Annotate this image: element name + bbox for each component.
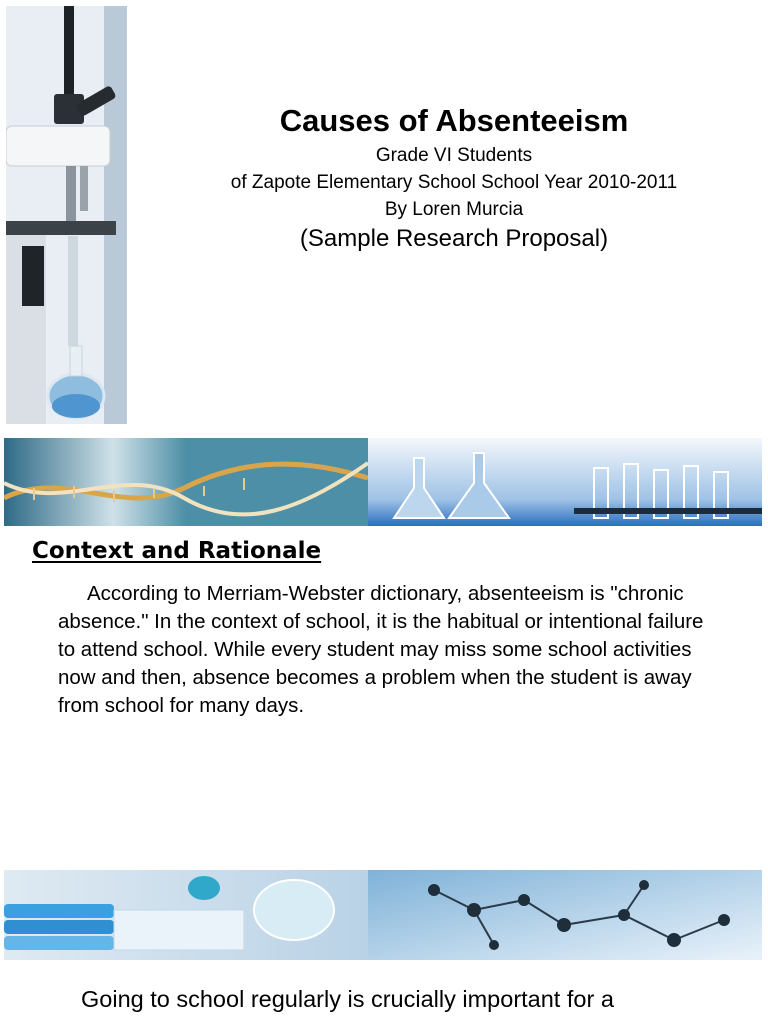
subtitle-author: By Loren Murcia [384,199,524,220]
rationale-paragraph: According to Merriam-Webster dictionary, absenteeism is "chronic absence." In the context of school, it is the habitual or intentional failure to attend school. While every student may miss some school activities now and then, absence becomes a problem when the student is away from school for many days. [58,582,704,717]
dna-glassware-illustration [4,438,762,526]
science-banner-bottom [4,870,762,960]
title-block [140,100,768,255]
subtitle-school: of Zapote Elementary School School Year 2010-2011 [230,172,678,193]
science-banner-top [4,438,762,526]
subtitle-grade: Grade VI Students [375,145,533,166]
petri-molecule-illustration [4,870,762,960]
slide3-text: Going to school regularly is crucially important for a [81,986,614,1012]
microscope-photo [6,6,127,424]
subtitle-proposal: (Sample Research Proposal) [299,225,609,252]
title-slide [0,0,768,428]
section-heading: Context and Rationale [32,538,322,564]
microscope-illustration [6,6,127,424]
slide-title: Causes of Absenteeism [279,103,629,138]
